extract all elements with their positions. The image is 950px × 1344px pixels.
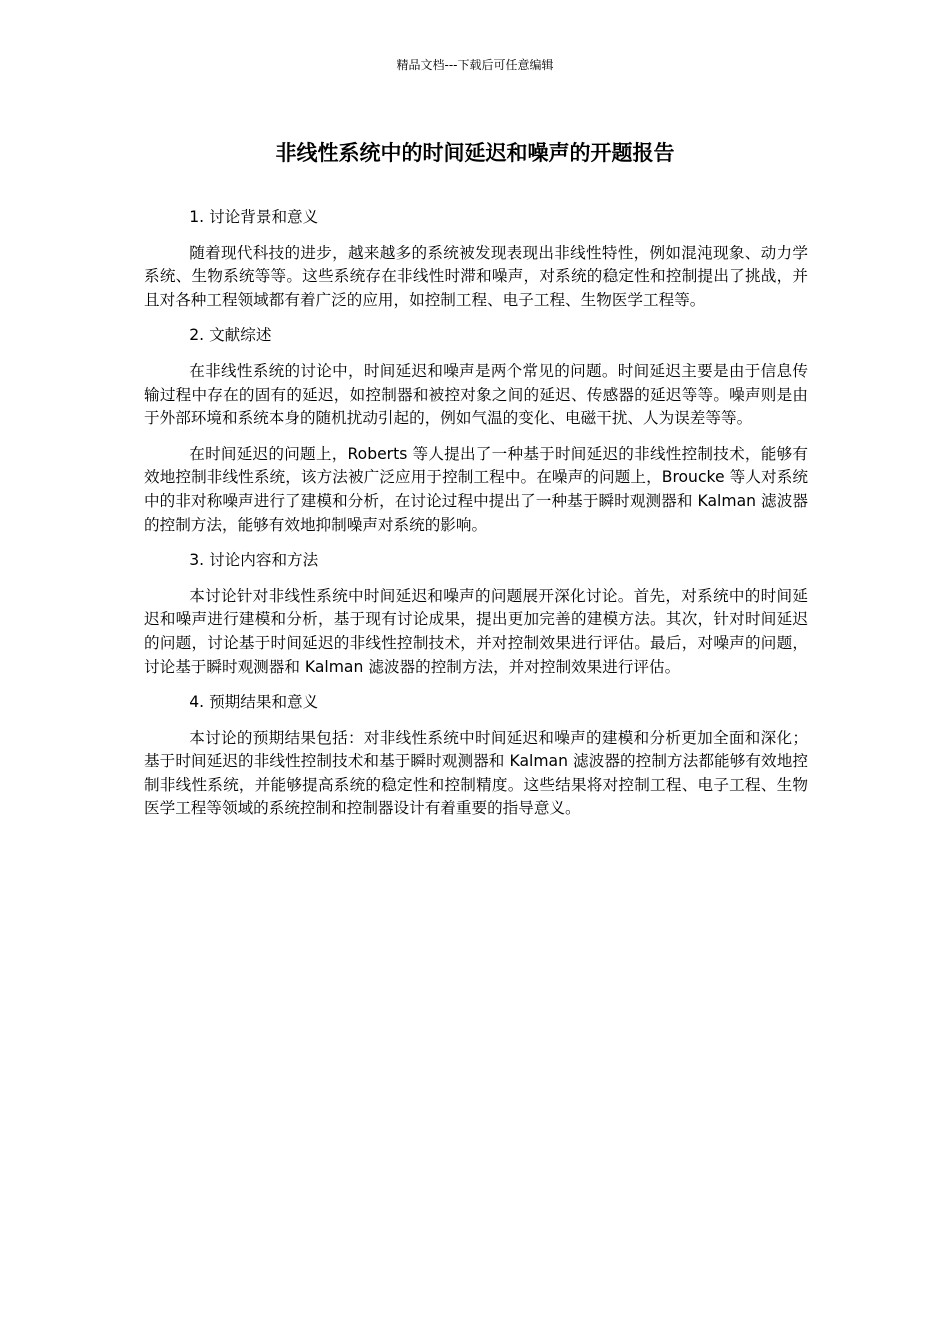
section-heading-background: 1. 讨论背景和意义 xyxy=(189,208,319,226)
document-title: 非线性系统中的时间延迟和噪声的开题报告 xyxy=(275,141,675,165)
paragraph-background: 随着现代科技的进步，越来越多的系统被发现表现出非线性特性，例如混沌现象、动力学系统、生物系统等等。这些系统存在非线性时滞和噪声，对系统的稳定性和控制提出了挑战，并且对各种工程领域都有着广泛的应用，如控制工程、电子工程、生物医学工程等。 xyxy=(144,243,808,309)
paragraph-literature-review-1: 在非线性系统的讨论中，时间延迟和噪声是两个常见的问题。时间延迟主要是由于信息传输过程中存在的固有的延迟，如控制器和被控对象之间的延迟、传感器的延迟等等。噪声则是由于外部环境和系统本身的随机扰动引起的，例如气温的变化、电磁干扰、人为误差等等。 xyxy=(144,361,808,428)
document-body xyxy=(144,206,808,833)
section-heading-literature-review: 2. 文献综述 xyxy=(189,326,272,345)
paragraph-literature-review-2: 在时间延迟的问题上，Roberts 等人提出了一种基于时间延迟的非线性控制技术，能够有效地控制非线性系统，该方法被广泛应用于控制工程中。在噪声的问题上，Broucke 等人对系统中的非对称噪声进行了建模和分析，在讨论过程中提出了一种基于瞬时观测器和 Kalman 滤波器的控制方法，能够有效地抑制噪声对系统的影响。 xyxy=(144,444,808,534)
page-header: 精品文档---下载后可任意编辑 xyxy=(396,58,554,72)
paragraph-content-methods: 本讨论针对非线性系统中时间延迟和噪声的问题展开深化讨论。首先，对系统中的时间延迟和噪声进行建模和分析，基于现有讨论成果，提出更加完善的建模方法。其次，针对时间延迟的问题，讨论基于时间延迟的非线性控制技术，并对控制效果进行评估。最后，对噪声的问题，讨论基于瞬时观测器和 Kalman 滤波器的控制方法，并对控制效果进行评估。 xyxy=(144,586,808,676)
section-heading-content-methods: 3. 讨论内容和方法 xyxy=(189,551,319,570)
paragraph-expected-results: 本讨论的预期结果包括：对非线性系统中时间延迟和噪声的建模和分析更加全面和深化；基于时间延迟的非线性控制技术和基于瞬时观测器和 Kalman 滤波器的控制方法都能够有效地控制非线性系统，并能够提高系统的稳定性和控制精度。这些结果将对控制工程、电子工程、生物医学工程等领域的系统控制和控制器设计有着重要的指导意义。 xyxy=(144,728,808,818)
section-heading-expected-results: 4. 预期结果和意义 xyxy=(189,693,319,712)
